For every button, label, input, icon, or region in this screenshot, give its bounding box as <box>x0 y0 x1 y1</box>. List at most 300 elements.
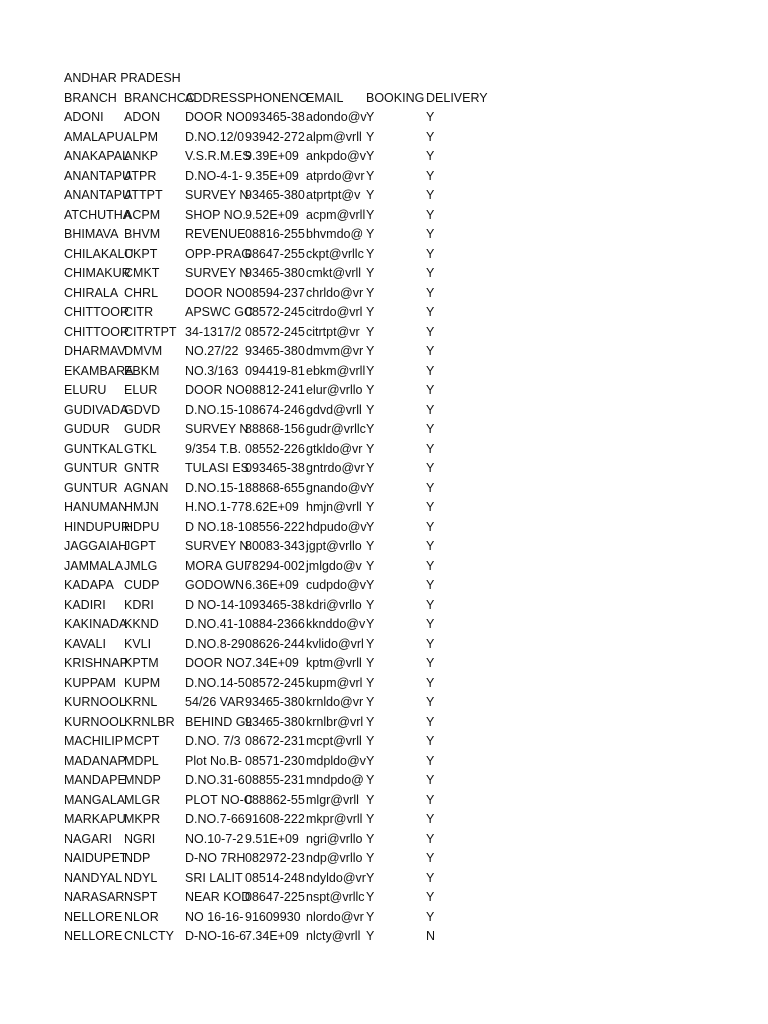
cell-branch-code: CHRL <box>124 285 159 300</box>
cell-branch-code: CITRTPT <box>124 324 177 339</box>
cell-address: D-NO-16-6 <box>185 929 247 943</box>
table-row <box>64 342 744 362</box>
cell-booking: Y <box>366 539 375 553</box>
cell-email: gnando@v <box>306 480 367 495</box>
cell-branch: GUNTUR <box>64 480 118 495</box>
cell-booking: Y <box>366 207 375 222</box>
cell-address: BEHIND GL <box>185 714 253 729</box>
cell-branch: KAVALI <box>64 636 106 651</box>
cell-address: D.NO.41-1 <box>185 617 245 631</box>
cell-branch: CHITTOOR <box>64 305 130 319</box>
cell-branch: CHIRALA <box>64 285 119 300</box>
cell-branch: NANDYAL <box>64 870 123 885</box>
cell-phone: 093465-38 <box>245 110 305 124</box>
cell-phone: 93465-380 <box>245 266 305 280</box>
cell-phone: 0884-2366 <box>245 617 305 631</box>
cell-address: D.NO.15-1 <box>185 402 245 417</box>
cell-booking: Y <box>366 266 375 280</box>
table-row <box>64 440 744 460</box>
cell-delivery: Y <box>426 149 435 163</box>
table-row <box>64 810 744 830</box>
cell-booking: Y <box>366 675 375 690</box>
cell-delivery: Y <box>426 383 435 397</box>
cell-email: gudr@vrllc <box>306 422 366 436</box>
cell-branch-code: CNLCTY <box>124 929 175 943</box>
cell-address: D.NO.8-29 <box>185 636 245 651</box>
header-delivery: DELIVERY <box>426 90 488 105</box>
cell-email: jmlgdo@v <box>306 558 362 573</box>
cell-address: SURVEY N <box>185 266 249 280</box>
table-row <box>64 206 744 226</box>
cell-booking: Y <box>366 383 375 397</box>
cell-booking: Y <box>366 578 375 592</box>
cell-delivery: Y <box>426 363 435 378</box>
cell-email: krnlbr@vrl <box>306 714 364 729</box>
cell-booking: Y <box>366 929 375 943</box>
cell-branch-code: MKPR <box>124 812 161 826</box>
cell-booking: Y <box>366 461 375 475</box>
cell-delivery: Y <box>426 324 435 339</box>
table-row <box>64 674 744 694</box>
cell-branch: NELLORE <box>64 909 123 924</box>
table-row <box>64 771 744 791</box>
cell-booking: Y <box>366 110 375 124</box>
cell-branch: CHIMAKUR <box>64 266 131 280</box>
cell-booking: Y <box>366 168 375 183</box>
cell-address: NO 16-16- <box>185 909 244 924</box>
cell-booking: Y <box>366 909 375 924</box>
header-phone: PHONENO <box>245 90 309 105</box>
cell-branch: BHIMAVA <box>64 227 119 241</box>
cell-email: jgpt@vrllo <box>306 539 362 553</box>
cell-phone: 093465-38 <box>245 597 305 612</box>
cell-branch: ATCHUTHA <box>64 207 132 222</box>
cell-branch-code: DMVM <box>124 344 163 358</box>
cell-email: hdpudo@v <box>306 519 367 534</box>
cell-branch: HINDUPUR <box>64 519 130 534</box>
table-row <box>64 147 744 167</box>
table-row <box>64 518 744 538</box>
cell-booking: Y <box>366 480 375 495</box>
cell-branch: NAIDUPET <box>64 851 128 865</box>
cell-branch-code: JGPT <box>124 539 156 553</box>
cell-branch: KADAPA <box>64 578 114 592</box>
cell-email: gntrdo@vr <box>306 461 365 475</box>
cell-address: H.NO.1-77 <box>185 500 245 514</box>
cell-delivery: Y <box>426 188 435 202</box>
cell-branch-code: MLGR <box>124 792 161 807</box>
cell-phone: 08626-244 <box>245 636 305 651</box>
cell-branch: NAGARI <box>64 831 112 846</box>
cell-branch: GUDIVADA <box>64 402 129 417</box>
cell-email: dmvm@vr <box>306 344 364 358</box>
cell-branch-code: KDRI <box>124 597 154 612</box>
cell-email: kvlido@vrl <box>306 636 364 651</box>
cell-branch-code: NSPT <box>124 890 158 904</box>
cell-branch-code: ACPM <box>124 207 161 222</box>
cell-delivery: Y <box>426 714 435 729</box>
cell-branch: MANGALA <box>64 792 126 807</box>
cell-delivery: Y <box>426 753 435 768</box>
table-row <box>64 167 744 187</box>
cell-email: nlcty@vrll <box>306 929 361 943</box>
cell-delivery: Y <box>426 519 435 534</box>
cell-phone: 08855-231 <box>245 773 305 787</box>
table-row <box>64 323 744 343</box>
cell-phone: 088862-55 <box>245 792 305 807</box>
cell-address: APSWC GC <box>185 305 254 319</box>
cell-branch-code: KRNLBR <box>124 714 175 729</box>
cell-branch: NELLORE <box>64 929 123 943</box>
cell-address: REVENUE <box>185 227 246 241</box>
cell-email: cmkt@vrll <box>306 266 362 280</box>
table-row <box>64 557 744 577</box>
cell-branch: EKAMBARA <box>64 363 134 378</box>
table-row <box>64 303 744 323</box>
cell-branch: MACHILIP <box>64 734 124 748</box>
table-row <box>64 537 744 557</box>
cell-phone: 8.62E+09 <box>245 500 299 514</box>
cell-phone: 08572-245 <box>245 324 305 339</box>
cell-branch-code: KPTM <box>124 656 159 670</box>
cell-delivery: Y <box>426 480 435 495</box>
table-row <box>64 401 744 421</box>
table-row <box>64 791 744 811</box>
cell-delivery: Y <box>426 227 435 241</box>
cell-booking: Y <box>366 402 375 417</box>
cell-email: ngri@vrllo <box>306 831 363 846</box>
cell-delivery: N <box>426 929 436 943</box>
cell-phone: 08556-222 <box>245 519 305 534</box>
cell-address: SURVEY N <box>185 188 249 202</box>
table-row <box>64 908 744 928</box>
table-row <box>64 713 744 733</box>
cell-branch-code: BHVM <box>124 227 161 241</box>
cell-phone: 91609930 <box>245 909 301 924</box>
header-email: EMAIL <box>306 90 344 105</box>
table-row <box>64 888 744 908</box>
cell-branch: NARASAR <box>64 890 125 904</box>
cell-delivery: Y <box>426 285 435 300</box>
cell-branch: JAGGAIAH <box>64 539 128 553</box>
cell-branch-code: NGRI <box>124 831 156 846</box>
cell-email: kptm@vrll <box>306 656 362 670</box>
cell-booking: Y <box>366 636 375 651</box>
cell-delivery: Y <box>426 578 435 592</box>
cell-booking: Y <box>366 851 375 865</box>
cell-phone: 6.36E+09 <box>245 578 299 592</box>
cell-email: elur@vrllo <box>306 383 363 397</box>
cell-booking: Y <box>366 695 375 709</box>
cell-phone: 93465-380 <box>245 695 305 709</box>
cell-email: kupm@vrl <box>306 675 363 690</box>
cell-email: nlordo@vr <box>306 909 364 924</box>
cell-address: D.NO.15-1 <box>185 480 245 495</box>
cell-address: NO.10-7-2 <box>185 831 244 846</box>
cell-branch-code: GTKL <box>124 441 157 456</box>
cell-address: DOOR NO. <box>185 656 249 670</box>
cell-delivery: Y <box>426 402 435 417</box>
table-row <box>64 420 744 440</box>
cell-delivery: Y <box>426 675 435 690</box>
cell-booking: Y <box>366 344 375 358</box>
cell-address: D.NO.12/0 <box>185 129 245 144</box>
cell-branch-code: AGNAN <box>124 480 169 495</box>
cell-email: ndyldo@vr <box>306 870 366 885</box>
cell-address: 54/26 VAR <box>185 695 245 709</box>
cell-email: ckpt@vrllc <box>306 246 364 261</box>
cell-phone: 88868-156 <box>245 422 305 436</box>
cell-address: D NO-14-1 <box>185 597 246 612</box>
cell-email: atprtpt@v <box>306 188 361 202</box>
cell-phone: 08571-230 <box>245 753 305 768</box>
cell-email: gdvd@vrll <box>306 402 362 417</box>
cell-delivery: Y <box>426 792 435 807</box>
cell-email: mlgr@vrll <box>306 792 359 807</box>
cell-email: acpm@vrll <box>306 207 366 222</box>
cell-phone: 9.39E+09 <box>245 149 299 163</box>
cell-address: D NO.18-1 <box>185 519 245 534</box>
cell-address: DOOR NO. <box>185 110 249 124</box>
table-row <box>64 362 744 382</box>
cell-delivery: Y <box>426 344 435 358</box>
cell-phone: 93465-380 <box>245 344 305 358</box>
cell-phone: 9.35E+09 <box>245 168 299 183</box>
cell-branch: ADONI <box>64 110 104 124</box>
cell-address: MORA GUI <box>185 558 248 573</box>
cell-email: mkpr@vrll <box>306 812 363 826</box>
cell-delivery: Y <box>426 909 435 924</box>
cell-branch: MADANAP <box>64 753 126 768</box>
cell-branch-code: ALPM <box>124 129 159 144</box>
header-address: ADDRESS <box>185 90 246 105</box>
cell-branch-code: NLOR <box>124 909 159 924</box>
cell-booking: Y <box>366 831 375 846</box>
table-row <box>64 732 744 752</box>
cell-booking: Y <box>366 363 375 378</box>
cell-branch-code: MDPL <box>124 753 159 768</box>
cell-phone: 08572-245 <box>245 675 305 690</box>
cell-booking: Y <box>366 129 375 144</box>
cell-phone: 08647-225 <box>245 890 305 904</box>
sheet-title: ANDHAR PRADESH <box>64 71 181 85</box>
header-branch-code: BRANCHCC <box>124 90 195 105</box>
cell-booking: Y <box>366 890 375 904</box>
cell-branch-code: KRNL <box>124 695 158 709</box>
cell-address: D.NO.7-66 <box>185 812 245 826</box>
cell-branch-code: MCPT <box>124 734 160 748</box>
cell-booking: Y <box>366 500 375 514</box>
cell-booking: Y <box>366 773 375 787</box>
cell-email: citrdo@vrl <box>306 305 363 319</box>
cell-branch-code: NDYL <box>124 870 158 885</box>
table-row <box>64 128 744 148</box>
table-body <box>64 108 744 947</box>
cell-booking: Y <box>366 149 375 163</box>
cell-booking: Y <box>366 305 375 319</box>
cell-branch: KURNOOL <box>64 714 126 729</box>
cell-delivery: Y <box>426 597 435 612</box>
cell-address: NEAR KOD <box>185 890 251 904</box>
cell-booking: Y <box>366 714 375 729</box>
cell-delivery: Y <box>426 207 435 222</box>
cell-address: D-NO 7RH <box>185 851 246 865</box>
cell-address: GODOWN <box>185 578 245 592</box>
cell-phone: 082972-23 <box>245 851 305 865</box>
cell-email: gtkldo@vr <box>306 441 363 456</box>
cell-branch-code: GNTR <box>124 461 160 475</box>
cell-delivery: Y <box>426 831 435 846</box>
cell-branch: MANDAPE <box>64 773 126 787</box>
cell-branch-code: GUDR <box>124 422 161 436</box>
table-row <box>64 264 744 284</box>
cell-email: mdpldo@v <box>306 753 366 768</box>
cell-delivery: Y <box>426 870 435 885</box>
cell-delivery: Y <box>426 461 435 475</box>
cell-email: krnldo@vr <box>306 695 364 709</box>
cell-branch: JAMMALA <box>64 558 124 573</box>
cell-address: OPP-PRAG <box>185 246 251 261</box>
cell-branch: GUNTUR <box>64 461 118 475</box>
cell-branch-code: HMJN <box>124 500 159 514</box>
cell-email: mcpt@vrll <box>306 734 362 748</box>
cell-branch: KURNOOL <box>64 695 126 709</box>
cell-branch-code: ELUR <box>124 383 158 397</box>
cell-delivery: Y <box>426 246 435 261</box>
cell-email: nspt@vrllc <box>306 890 365 904</box>
cell-branch: AMALAPU <box>64 129 124 144</box>
cell-branch-code: NDP <box>124 851 151 865</box>
table-row <box>64 635 744 655</box>
cell-address: NO.3/163 <box>185 363 239 378</box>
cell-branch-code: ADON <box>124 110 161 124</box>
cell-delivery: Y <box>426 734 435 748</box>
cell-branch-code: CKPT <box>124 246 158 261</box>
sheet-title-row <box>64 69 744 89</box>
cell-booking: Y <box>366 227 375 241</box>
spreadsheet <box>64 69 744 947</box>
cell-delivery: Y <box>426 168 435 183</box>
cell-address: DOOR NO <box>185 285 245 300</box>
cell-phone: 91608-222 <box>245 812 305 826</box>
cell-phone: 08514-248 <box>245 870 305 885</box>
cell-branch-code: CITR <box>124 305 154 319</box>
cell-email: citrtpt@vr <box>306 324 360 339</box>
cell-delivery: Y <box>426 110 435 124</box>
cell-email: chrldo@vr <box>306 285 364 300</box>
cell-address: 9/354 T.B. <box>185 441 242 456</box>
cell-address: SURVEY N <box>185 539 249 553</box>
cell-booking: Y <box>366 519 375 534</box>
cell-address: TULASI ES <box>185 461 249 475</box>
cell-email: atprdo@vr <box>306 168 365 183</box>
cell-email: hmjn@vrll <box>306 500 362 514</box>
cell-phone: 88868-655 <box>245 480 305 495</box>
cell-branch-code: ATTPT <box>124 188 163 202</box>
cell-phone: 80083-343 <box>245 539 305 553</box>
cell-phone: 7.34E+09 <box>245 656 299 670</box>
cell-branch-code: CMKT <box>124 266 160 280</box>
cell-booking: Y <box>366 441 375 456</box>
cell-branch-code: HDPU <box>124 519 160 534</box>
cell-address: D.NO. 7/3 <box>185 734 241 748</box>
table-row <box>64 596 744 616</box>
cell-address: PLOT NO-C <box>185 792 253 807</box>
cell-delivery: Y <box>426 890 435 904</box>
cell-address: NO.27/22 <box>185 344 239 358</box>
cell-delivery: Y <box>426 441 435 456</box>
cell-booking: Y <box>366 870 375 885</box>
cell-delivery: Y <box>426 851 435 865</box>
table-row <box>64 576 744 596</box>
table-row <box>64 849 744 869</box>
cell-branch: KAKINADA <box>64 617 128 631</box>
cell-delivery: Y <box>426 500 435 514</box>
cell-branch: ANANTAPU <box>64 188 132 202</box>
cell-delivery: Y <box>426 773 435 787</box>
cell-address: 34-1317/2 <box>185 324 242 339</box>
cell-phone: 08594-237 <box>245 285 305 300</box>
cell-branch: CHITTOOR <box>64 324 130 339</box>
cell-booking: Y <box>366 246 375 261</box>
cell-phone: 08674-246 <box>245 402 305 417</box>
cell-branch: KADIRI <box>64 597 106 612</box>
cell-branch-code: JMLG <box>124 558 158 573</box>
cell-booking: Y <box>366 324 375 339</box>
cell-delivery: Y <box>426 422 435 436</box>
table-row <box>64 459 744 479</box>
cell-delivery: Y <box>426 305 435 319</box>
header-booking: BOOKING <box>366 90 425 105</box>
cell-branch: ELURU <box>64 383 107 397</box>
cell-delivery: Y <box>426 539 435 553</box>
table-row <box>64 830 744 850</box>
table-row <box>64 654 744 674</box>
cell-booking: Y <box>366 792 375 807</box>
cell-delivery: Y <box>426 812 435 826</box>
cell-address: SURVEY N <box>185 422 249 436</box>
cell-address: Plot No.B- <box>185 753 242 768</box>
cell-address: SRI LALIT <box>185 870 243 885</box>
cell-phone: 08812-241 <box>245 383 305 397</box>
cell-phone: 93465-380 <box>245 714 305 729</box>
cell-address: D.NO.14-5 <box>185 675 245 690</box>
table-row <box>64 225 744 245</box>
table-row <box>64 186 744 206</box>
table-row <box>64 615 744 635</box>
cell-booking: Y <box>366 656 375 670</box>
cell-delivery: Y <box>426 656 435 670</box>
cell-booking: Y <box>366 812 375 826</box>
cell-branch-code: MNDP <box>124 773 161 787</box>
cell-email: ebkm@vrll <box>306 363 366 378</box>
cell-phone: 93465-380 <box>245 188 305 202</box>
table-row <box>64 479 744 499</box>
cell-address: D.NO-4-1- <box>185 168 243 183</box>
cell-branch: GUDUR <box>64 422 110 436</box>
cell-delivery: Y <box>426 617 435 631</box>
cell-branch-code: ANKP <box>124 149 159 163</box>
cell-branch-code: EBKM <box>124 363 160 378</box>
cell-branch: HANUMAN <box>64 500 128 514</box>
header-row <box>64 89 744 109</box>
cell-booking: Y <box>366 285 375 300</box>
header-branch: BRANCH <box>64 90 117 105</box>
cell-email: kknddo@v <box>306 617 366 631</box>
cell-branch: GUNTKAL <box>64 441 124 456</box>
cell-email: adondo@v <box>306 110 367 124</box>
cell-branch: MARKAPU <box>64 812 126 826</box>
